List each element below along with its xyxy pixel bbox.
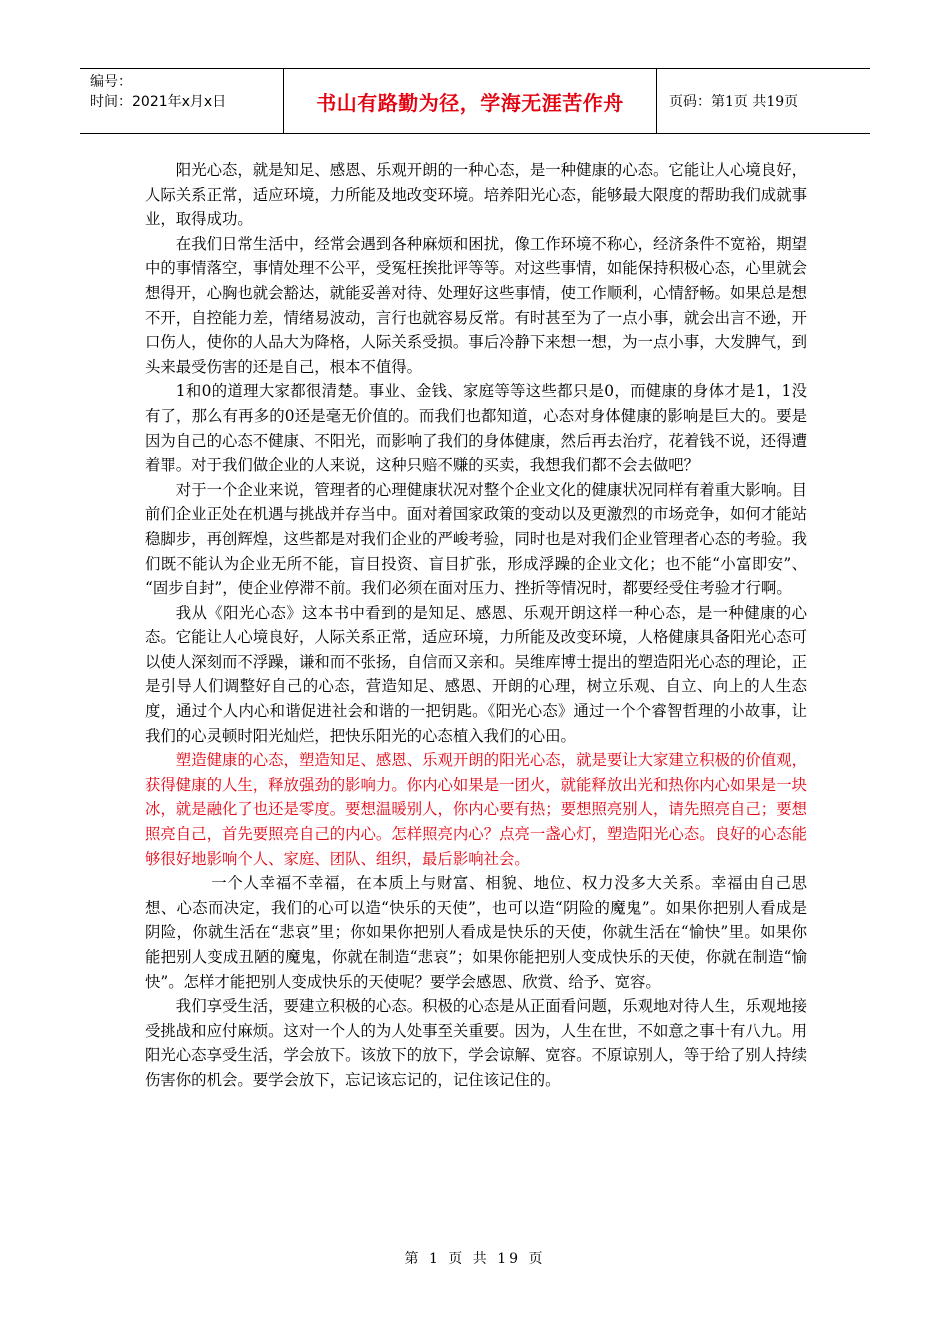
paragraph: 对于一个企业来说，管理者的心理健康状况对整个企业文化的健康状况同样有着重大影响。目前们企业正处在机遇与挑战并存当中。面对着国家政策的变动以及更激烈的市场竞争，如何才能站稳脚步，再创辉煌，这些都是对我们企业的严峻考验，同时也是对我们企业管理者心态的考验。我们既不能认为企业无所不能，盲目投资、盲目扩张，形成浮躁的企业文化；也不能“小富即安”、 “固步自封”，使企业停滞不前。我们必须在面对压力、挫折等情况时，都要经受住考验才行啊。	[145, 480, 807, 598]
header-motto-cell	[283, 69, 657, 133]
header-meta	[80, 69, 283, 133]
header-page-info	[657, 69, 870, 133]
motto-text: 书山有路勤为径，学海无涯苦作舟	[316, 90, 624, 115]
paragraph: 在我们日常生活中，经常会遇到各种麻烦和困扰，像工作环境不称心，经济条件不宽裕，期望中的事情落空，事情处理不公平，受冤枉挨批评等等。对这些事情，如能保持积极心态，心里就会想得开，心胸也就会豁达，就能妥善对待、处理好这些事情，使工作顺利，心情舒畅。如果总是想不开，自控能力差，情绪易波动，言行也就容易反常。有时甚至为了一点小事，就会出言不逊，开口伤人，使你的人品大为降格，人际关系受损。事后冷静下来想一想，为一点小事，大发脾气，到头来最受伤害的还是自己，根本不值得。	[145, 234, 807, 376]
page-info-text: 页码：第1页 共19页	[669, 94, 799, 110]
paragraph: 我们享受生活，要建立积极的心态。积极的心态是从正面看问题，乐观地对待人生，乐观地接受挑战和应付麻烦。这对一个人的为人处事至关重要。因为，人生在世，不如意之事十有八九。用阳光心态享受生活，学会放下。该放下的放下，学会谅解、宽容。不原谅别人，等于给了别人持续伤害你的机会。要学会放下，忘记该忘记的，记住该记住的。	[145, 997, 807, 1089]
date-label: 时间：2021年x月x日	[90, 94, 227, 110]
paragraph: 一个人幸福不幸福，在本质上与财富、相貌、地位、权力没多大关系。幸福由自己思想、心态而决定，我们的心可以造“快乐的天使”，也可以造“阴险的魔鬼”。如果你把别人看成是阴险，你就生活在“悲哀”里；你如果你把别人看成是快乐的天使，你就生活在“愉快”里。如果你能把别人变成丑陋的魔鬼，你就在制造“悲哀”；如果你能把别人变成快乐的天使，你就在制造“愉快”。怎样才能把别人变成快乐的天使呢？要学会感恩、欣赏、给予、宽容。	[145, 874, 807, 991]
paragraph: 阳光心态，就是知足、感恩、乐观开朗的一种心态，是一种健康的心态。它能让人心境良好，人际关系正常，适应环境，力所能及地改变环境。培养阳光心态，能够最大限度的帮助我们成就事业，取得成功。	[145, 161, 807, 229]
highlighted-paragraph: 塑造健康的心态，塑造知足、感恩、乐观开朗的阳光心态，就是要让大家建立积极的价值观，获得健康的人生，释放强劲的影响力。你内心如果是一团火，就能释放出光和热你内心如果是一块冰，就是融化了也还是零度。要想温暖别人，你内心要有热；要想照亮别人，请先照亮自己；要想照亮自己，首先要照亮自己的内心。怎样照亮内心？点亮一盏心灯，塑造阳光心态。良好的心态能够很好地影响个人、家庭、团队、组织，最后影响社会。	[145, 751, 807, 868]
document-body	[145, 158, 807, 1093]
page-footer: 第 1 页 共 19 页	[404, 1251, 546, 1267]
number-label: 编号：	[90, 74, 132, 90]
paragraph: 1和0的道理大家都很清楚。事业、金钱、家庭等等这些都只是0，而健康的身体才是1，1没有了，那么有再多的0还是毫无价值的。而我们也都知道，心态对身体健康的影响是巨大的。要是因为自己的心态不健康、不阳光，而影响了我们的身体健康，然后再去治疗，花着钱不说，还得遭着罪。对于我们做企业的人来说，这种只赔不赚的买卖，我想我们都不会去做吧？	[145, 382, 807, 475]
paragraph: 我从《阳光心态》这本书中看到的是知足、感恩、乐观开朗这样一种心态，是一种健康的心态。它能让人心境良好，人际关系正常，适应环境，力所能及改变环境，人格健康具备阳光心态可以使人深刻而不浮躁，谦和而不张扬，自信而又亲和。吴维库博士提出的塑造阳光心态的理论，正是引导人们调整好自己的心态，营造知足、感恩、开朗的心理，树立乐观、自立、向上的人生态度，通过个人内心和谐促进社会和谐的一把钥匙。《阳光心态》通过一个个睿智哲理的小故事，让我们的心灵顿时阳光灿烂，把快乐阳光的心态植入我们的心田。	[145, 603, 807, 745]
document-header	[80, 68, 870, 134]
